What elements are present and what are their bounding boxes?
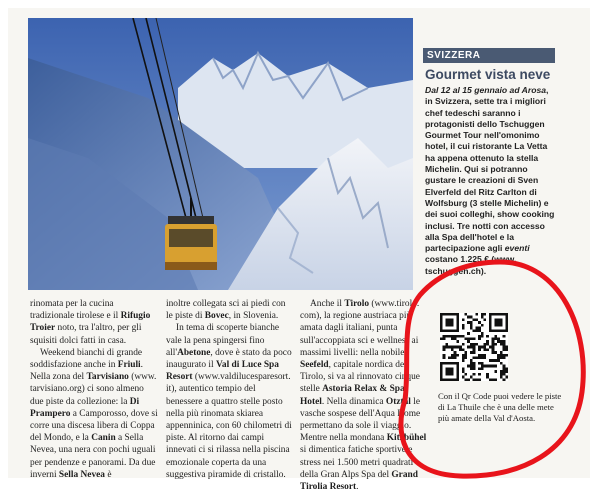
sidebar-chef: Sven Elverfeld del Ritz Carlton di Wolfsburg xyxy=(425,175,539,208)
text: Weekend bianchi di grande soddisfazione anche in xyxy=(30,347,143,371)
text: a Camporosso, dove si corre una discesa libera di Coppa del Mondo, e la xyxy=(30,408,158,444)
text: noto, tra l'altro, per gli squisiti dolci fatti in casa. xyxy=(30,323,142,346)
text: a Sella Nevea, una nera con pochi uguali per pendenze e panorami. Da due inverni xyxy=(30,433,156,480)
text: , in Slovenia. xyxy=(228,311,279,322)
sidebar-dates: Dal 12 al 15 gennaio ad xyxy=(425,85,522,95)
text: Anche il xyxy=(310,299,345,309)
article-column-2 xyxy=(166,298,294,481)
text: , dove è stato da poco inaugurato il xyxy=(166,347,292,371)
bold-text: Grand Tirolia Resort xyxy=(300,469,418,493)
bold-text: Sella Nevea xyxy=(58,469,105,480)
bold-text: Astoria Relax & Spa Hotel xyxy=(300,384,405,407)
photo-illustration xyxy=(28,18,413,290)
col3-paragraph-1 xyxy=(300,298,428,493)
sidebar-event-name: Tschuggen Gourmet Tour xyxy=(425,118,545,141)
text: si dimentica fatiche sportive e stress nei 1.500 metri quadrati della Gran Alps Spa del xyxy=(300,445,414,480)
col2-paragraph-1 xyxy=(166,298,294,322)
sidebar-category: SVIZZERA xyxy=(423,48,555,63)
text: In tema di scoperte bianche vale la pena spingersi fino all' xyxy=(166,323,280,358)
bold-text: Kitzbühel xyxy=(386,433,427,444)
sidebar-place: Arosa xyxy=(521,85,546,95)
text: . Nella zona del xyxy=(30,360,143,383)
text: rinomata per la cucina tradizionale tirolese e il xyxy=(30,299,121,322)
bold-text: Tirolo xyxy=(344,299,370,309)
text: , capitale nordica del Tirolo, si va al rinnovato cinque stelle xyxy=(300,360,420,395)
sidebar-box xyxy=(423,48,555,293)
bold-text: Di Prampero xyxy=(30,396,140,419)
col1-paragraph-2 xyxy=(30,347,158,481)
text: (www.valdilucesparesort. it), autentico tempio del benessere a quattro stelle posto nella più rinomata skiarea appenninica, con 60 chilometri di piste. Al ritorno dai campi innevati ci si rilassa nella piscina emozionale coperta da una suggestiva piramide di cristallo. xyxy=(166,372,292,480)
article-column-1 xyxy=(30,298,158,481)
sidebar-text-1: , in Svizzera, sette tra i migliori chef tedeschi saranno i protagonisti dello xyxy=(425,85,549,129)
bold-text: Friuli xyxy=(117,360,141,371)
text: inoltre collegata sci ai piedi con le piste di xyxy=(166,299,286,322)
bold-text: Abetone xyxy=(177,347,211,358)
bold-text: Bovec xyxy=(204,311,229,322)
text: (www.tirolo. com), la regione austriaca più amata dagli italiani, punta sull'accoppiata sci e wellness ai massimi livelli: nella nobile xyxy=(300,299,420,358)
bold-text: Otztal xyxy=(385,396,411,407)
bold-text: Seefeld xyxy=(300,360,329,371)
bold-text: Rifugio Troier xyxy=(30,311,151,334)
qr-code[interactable] xyxy=(440,313,508,381)
sidebar-events: eventi xyxy=(504,243,530,254)
text: le vasche sospese dell'Aqua Dome permettano da sole il viaggio. Mentre nella mondana xyxy=(300,396,421,444)
magazine-page xyxy=(8,8,590,493)
col1-paragraph-1 xyxy=(30,298,158,347)
text: (www. tarvisiano.org) ci sono almeno due piste da collezione: la xyxy=(30,372,157,407)
text: . xyxy=(356,482,359,493)
sidebar-title: Gourmet vista neve xyxy=(425,67,551,82)
qr-caption: Con il Qr Code puoi vedere le piste di La Thuile che è una delle mete più amate della Val d'Aosta. xyxy=(438,391,562,423)
ski-cable-car-photo xyxy=(28,18,413,290)
sidebar-text xyxy=(425,85,555,277)
text: . Nella dinamica xyxy=(321,396,386,407)
bold-text: Tarvisiano xyxy=(86,372,129,383)
article-column-3 xyxy=(300,298,428,493)
sidebar-text-2: nell'omonimo hotel, il cui ristorante La Vetta ha appena ottenuto la stella Michelin. Qui si potranno gustare le creazioni di xyxy=(425,130,548,186)
sidebar-text-3: (3 stelle Michelin) e dei suoi colleghi, show cooking inclusi. Tre notti con accesso alla Spa dell'hotel e la partecipazione agli xyxy=(425,197,555,254)
col2-paragraph-2 xyxy=(166,322,294,481)
bold-text: Val di Luce Spa Resort xyxy=(166,360,279,383)
text: è xyxy=(105,469,112,480)
bold-text: Canin xyxy=(91,433,116,444)
sidebar-text-4: costano 1.225 € (www. tschuggen.ch). xyxy=(425,254,517,276)
